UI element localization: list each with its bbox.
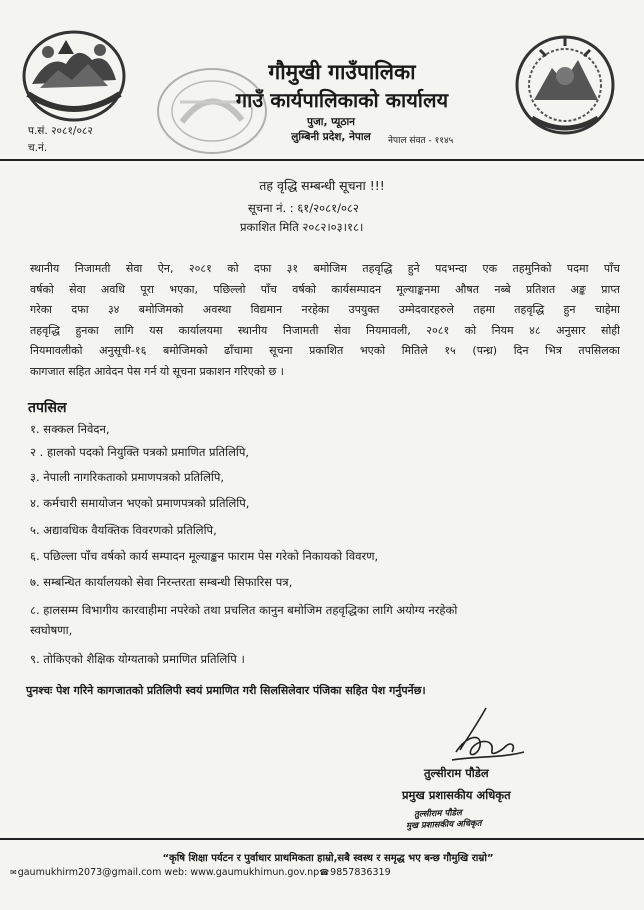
footer-phone: 9857836319 (330, 867, 391, 878)
list-item: १. सक्कल निवेदन, (30, 422, 110, 436)
signatory-name: तुल्सीराम पौडेल (424, 766, 489, 780)
handwritten-signature (446, 706, 526, 768)
footer-contact (10, 867, 391, 878)
footer-web-label: web: (164, 867, 188, 878)
notice-number: सूचना नं. : ६१/२०८१/०८२ (248, 201, 359, 215)
body-line: नियमावलीको अनुसूची-१६ बमोजिमको ढाँचामा सूचना प्रकाशित भएको मितिले १५ (पन्ध्र) दिन भित्र तपसिलका (30, 344, 620, 357)
notice-title: तह वृद्धि सम्बन्धी सूचना !!! (259, 178, 385, 193)
body-line: स्थानीय निजामती सेवा ऐन, २०८१ को दफा ३१ बमोजिम तहवृद्धि हुने पदभन्दा एक तहमुनिको पदमा पाँच (30, 262, 620, 275)
body-line: तहवृद्धि हुनका लागि यस कार्यालयमा स्थानीय निजामती सेवा नियमावली, २०८१ को नियम ४८ अनुसार सोही (30, 323, 620, 337)
phone-icon: ☎ (319, 868, 330, 877)
list-item: ७. सम्बन्धित कार्यालयको सेवा निरन्तरता सम्बन्धी सिफारिस पत्र, (30, 575, 293, 589)
header-divider (0, 159, 644, 161)
footer-divider (0, 838, 644, 840)
office-address (286, 115, 376, 145)
chalani-number: च.नं. (28, 142, 48, 154)
list-item: ९. तोकिएको शैक्षिक योग्यताको प्रमाणित प्रतिलिपि । (30, 652, 245, 666)
seal-name: तुल्सीराम पौडेल (413, 808, 462, 820)
body-line: गरेका दफा ३४ बमोजिमको अवस्था विद्यमान नरहेका उपयुक्त उम्मेदवारहरुले तहमा तहवृद्धि हुन चाहेमा (30, 303, 620, 316)
ref-number: प.सं. २०८१/०८२ (28, 125, 93, 137)
notice-body (30, 259, 620, 382)
footer-website: www.gaumukhimun.gov.np (190, 867, 320, 878)
footer-slogan: “कृषि शिक्षा पर्यटन र पुर्वाधार प्राथमिकता हाम्रो,सबै स्वस्थ र समृद्ध भए बन्छ गौमुखि राम्रो” (162, 853, 494, 864)
body-line: कागजात सहित आवेदन पेस गर्न यो सूचना प्रकाशन गरिएको छ । (30, 364, 284, 378)
body-line: वर्षको सेवा अवधि पूरा भएका, पछिल्लो पाँच वर्षको कार्यसम्पादन मूल्याङ्कनमा औषत नब्बे प्रतिशत अङ्क प्राप्त (30, 282, 620, 296)
list-item-continued: स्वघोषणा, (30, 623, 73, 637)
published-date: प्रकाशित मिति २०८२।०३।१८। (240, 220, 364, 234)
footer-email: gaumukhirm2073@gmail.com (17, 867, 162, 878)
nepal-sambat: नेपाल संवत - ११४५ (388, 136, 454, 146)
list-item: २ . हालको पदको नियुक्ति पत्रको प्रमाणित प्रतिलिपि, (30, 445, 250, 459)
list-item: ६. पछिल्ला पाँच वर्षको कार्य सम्पादन मूल्याङ्कन फाराम पेस गरेको निकायको विवरण, (30, 549, 379, 563)
address-line-1: पुजा, प्यूठान (306, 116, 356, 128)
seal-title: मुख प्रशासकीय अधिकृत (405, 818, 482, 832)
office-name: गाउँ कार्यपालिकाको कार्यालय (235, 88, 449, 112)
signatory-title: प्रमुख प्रशासकीय अधिकृत (402, 788, 511, 802)
list-item: ४. कर्मचारी समायोजन भएको प्रमाणपत्रको प्रतिलिपि, (30, 496, 250, 510)
list-item: ३. नेपाली नागरिकताको प्रमाणपत्रको प्रतिलिपि, (30, 470, 225, 484)
list-item: ५. अद्यावधिक वैयक्तिक विवरणको प्रतिलिपि, (30, 523, 217, 537)
org-name: गौमुखी गाउँपालिका (268, 60, 416, 84)
tapsil-heading: तपसिल (28, 400, 67, 416)
list-item: ८. हालसम्म विभागीय कारवाहीमा नपरेको तथा प्रचलित कानुन बमोजिम तहवृद्धिका लागि अयोग्य नरहेको (30, 603, 458, 617)
address-line-2: लुम्बिनी प्रदेश, नेपाल (291, 131, 371, 143)
email-icon: ✉ (10, 868, 17, 877)
postscript-note: पुनश्चः पेश गरिने कागजातको प्रतिलिपी स्वयं प्रमाणित गरी सिलसिलेवार पंजिका सहित पेश गर्नुपर्नेछ। (26, 684, 426, 697)
